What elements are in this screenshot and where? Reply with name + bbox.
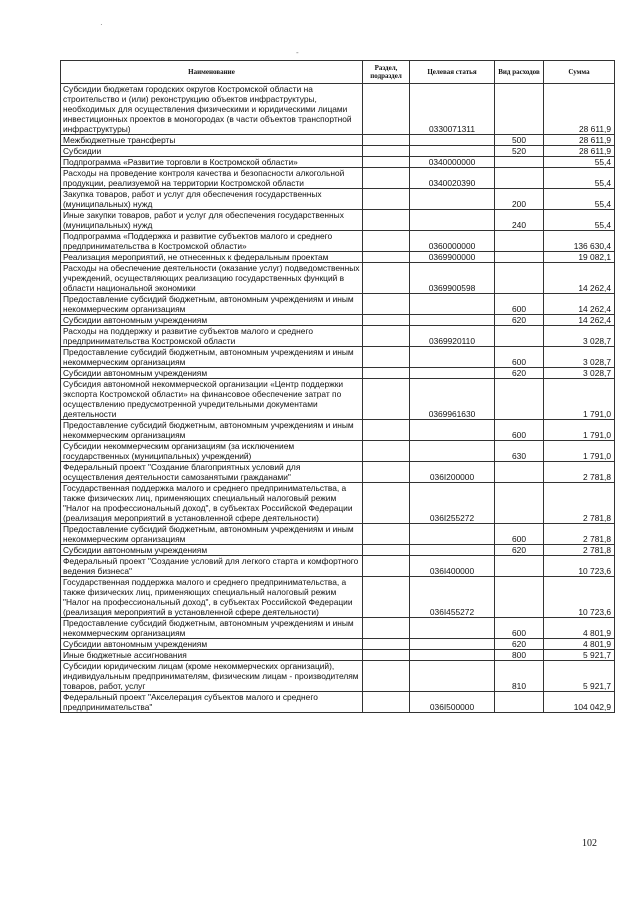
row-section-cell [363, 556, 410, 577]
row-name-cell: Расходы на поддержку и развитие субъектов малого и среднего предпринимательства Костромской области [61, 326, 363, 347]
row-expense-type-cell: 810 [495, 661, 544, 692]
row-target-code-cell: 036I455272 [410, 577, 495, 618]
row-target-code-cell [410, 347, 495, 368]
row-name-cell: Субсидии автономным учреждениям [61, 368, 363, 379]
row-name-cell: Государственная поддержка малого и среднего предпринимательства, а также физических лиц, применяющих специальный налоговый режим "Налог на профессиональный доход", в субъектах Российской Федерации (реализация мероприятий в установленной сфере деятельности) [61, 483, 363, 524]
table-body [61, 84, 615, 713]
row-target-code-cell [410, 618, 495, 639]
table-row [61, 135, 615, 146]
row-target-code-cell [410, 146, 495, 157]
row-name-cell: Субсидии автономным учреждениям [61, 545, 363, 556]
header-sum: Сумма [544, 61, 615, 84]
row-section-cell [363, 661, 410, 692]
header-target: Целевая статья [410, 61, 495, 84]
table-row [61, 252, 615, 263]
row-sum-cell: 1 791,0 [544, 420, 615, 441]
row-expense-type-cell [495, 231, 544, 252]
row-sum-cell: 14 262,4 [544, 263, 615, 294]
row-expense-type-cell: 600 [495, 618, 544, 639]
row-expense-type-cell [495, 577, 544, 618]
row-expense-type-cell: 600 [495, 420, 544, 441]
row-name-cell: Субсидии юридическим лицам (кроме некоммерческих организаций), индивидуальным предпринимателям, физическим лицам - производителям товаров, работ, услуг [61, 661, 363, 692]
row-section-cell [363, 231, 410, 252]
table-row [61, 692, 615, 713]
row-sum-cell: 5 921,7 [544, 650, 615, 661]
row-expense-type-cell [495, 462, 544, 483]
row-sum-cell: 2 781,8 [544, 524, 615, 545]
row-expense-type-cell: 620 [495, 639, 544, 650]
table-row [61, 650, 615, 661]
scan-mark: · [100, 20, 103, 29]
row-expense-type-cell: 630 [495, 441, 544, 462]
row-sum-cell: 1 791,0 [544, 441, 615, 462]
table-row [61, 347, 615, 368]
row-sum-cell: 55,4 [544, 157, 615, 168]
row-section-cell [363, 692, 410, 713]
row-name-cell: Расходы на обеспечение деятельности (оказание услуг) подведомственных учреждений, осуществляющих реализацию государственных функций в области национальной экономики [61, 263, 363, 294]
row-sum-cell: 5 921,7 [544, 661, 615, 692]
row-target-code-cell: 0360000000 [410, 231, 495, 252]
row-name-cell: Иные бюджетные ассигнования [61, 650, 363, 661]
row-name-cell: Закупка товаров, работ и услуг для обеспечения государственных (муниципальных) нужд [61, 189, 363, 210]
row-expense-type-cell: 500 [495, 135, 544, 146]
row-sum-cell: 14 262,4 [544, 315, 615, 326]
row-section-cell [363, 146, 410, 157]
row-target-code-cell [410, 650, 495, 661]
row-expense-type-cell: 520 [495, 146, 544, 157]
row-sum-cell: 3 028,7 [544, 326, 615, 347]
row-target-code-cell [410, 441, 495, 462]
budget-table [60, 60, 615, 713]
row-target-code-cell: 0369961630 [410, 379, 495, 420]
row-sum-cell: 1 791,0 [544, 379, 615, 420]
table-header-row [61, 61, 615, 84]
table-row [61, 189, 615, 210]
header-vid: Вид расходов [495, 61, 544, 84]
row-section-cell [363, 650, 410, 661]
table-row [61, 157, 615, 168]
row-section-cell [363, 263, 410, 294]
row-expense-type-cell [495, 483, 544, 524]
row-sum-cell: 10 723,6 [544, 556, 615, 577]
table-row [61, 618, 615, 639]
row-name-cell: Государственная поддержка малого и среднего предпринимательства, а также физических лиц, применяющих специальный налоговый режим "Налог на профессиональный доход", в субъектах Российской Федерации (реализация мероприятий в установленной сфере деятельности) [61, 577, 363, 618]
row-section-cell [363, 577, 410, 618]
row-target-code-cell: 0340000000 [410, 157, 495, 168]
row-target-code-cell: 036I255272 [410, 483, 495, 524]
row-target-code-cell [410, 524, 495, 545]
row-sum-cell: 4 801,9 [544, 618, 615, 639]
row-section-cell [363, 294, 410, 315]
row-name-cell: Реализация мероприятий, не отнесенных к федеральным проектам [61, 252, 363, 263]
row-section-cell [363, 462, 410, 483]
row-section-cell [363, 315, 410, 326]
row-expense-type-cell: 620 [495, 368, 544, 379]
row-expense-type-cell: 600 [495, 294, 544, 315]
table-row [61, 524, 615, 545]
row-expense-type-cell [495, 379, 544, 420]
row-name-cell: Предоставление субсидий бюджетным, автономным учреждениям и иным некоммерческим организациям [61, 524, 363, 545]
row-name-cell: Федеральный проект "Создание благоприятных условий для осуществления деятельности самозанятыми гражданами" [61, 462, 363, 483]
row-name-cell: Подпрограмма «Развитие торговли в Костромской области» [61, 157, 363, 168]
row-name-cell: Субсидия автономной некоммерческой организации «Центр поддержки экспорта Костромской области» на финансовое обеспечение затрат по осуществлению предусмотренной учредительными документами деятельности [61, 379, 363, 420]
row-target-code-cell: 0330071311 [410, 84, 495, 135]
row-sum-cell: 28 611,9 [544, 146, 615, 157]
row-section-cell [363, 618, 410, 639]
row-sum-cell: 2 781,8 [544, 545, 615, 556]
header-section: Раздел, подраздел [363, 61, 410, 84]
row-sum-cell: 19 082,1 [544, 252, 615, 263]
row-name-cell: Субсидии автономным учреждениям [61, 315, 363, 326]
row-sum-cell: 4 801,9 [544, 639, 615, 650]
table-row [61, 84, 615, 135]
row-target-code-cell [410, 135, 495, 146]
row-expense-type-cell: 800 [495, 650, 544, 661]
row-name-cell: Предоставление субсидий бюджетным, автономным учреждениям и иным некоммерческим организациям [61, 294, 363, 315]
row-expense-type-cell [495, 252, 544, 263]
table-row [61, 483, 615, 524]
page-number: 102 [582, 838, 597, 849]
row-target-code-cell: 0340020390 [410, 168, 495, 189]
row-expense-type-cell: 200 [495, 189, 544, 210]
row-sum-cell: 104 042,9 [544, 692, 615, 713]
row-name-cell: Федеральный проект "Акселерация субъектов малого и среднего предпринимательства" [61, 692, 363, 713]
row-target-code-cell [410, 639, 495, 650]
row-name-cell: Федеральный проект "Создание условий для легкого старта и комфортного ведения бизнеса" [61, 556, 363, 577]
row-section-cell [363, 545, 410, 556]
table-row [61, 639, 615, 650]
table-row [61, 556, 615, 577]
row-name-cell: Субсидии бюджетам городских округов Костромской области на строительство и (или) реконструкцию объектов инфраструктуры, необходимых для осуществления физическими и юридическими лицами инвестиционных проектов в моногородах (в части объектов транспортной инфраструктуры) [61, 84, 363, 135]
row-section-cell [363, 252, 410, 263]
table-row [61, 545, 615, 556]
row-section-cell [363, 326, 410, 347]
row-expense-type-cell: 620 [495, 545, 544, 556]
row-section-cell [363, 84, 410, 135]
row-target-code-cell [410, 294, 495, 315]
row-name-cell: Предоставление субсидий бюджетным, автономным учреждениям и иным некоммерческим организациям [61, 420, 363, 441]
row-target-code-cell [410, 315, 495, 326]
row-section-cell [363, 524, 410, 545]
table-row [61, 210, 615, 231]
row-target-code-cell [410, 545, 495, 556]
row-section-cell [363, 189, 410, 210]
row-sum-cell: 136 630,4 [544, 231, 615, 252]
table-row [61, 294, 615, 315]
row-name-cell: Субсидии [61, 146, 363, 157]
row-sum-cell: 10 723,6 [544, 577, 615, 618]
row-sum-cell: 28 611,9 [544, 84, 615, 135]
row-sum-cell: 55,4 [544, 168, 615, 189]
table-row [61, 441, 615, 462]
row-name-cell: Подпрограмма «Поддержка и развитие субъектов малого и среднего предпринимательства в Костромской области» [61, 231, 363, 252]
row-section-cell [363, 420, 410, 441]
row-name-cell: Субсидии автономным учреждениям [61, 639, 363, 650]
row-section-cell [363, 157, 410, 168]
row-target-code-cell [410, 189, 495, 210]
row-expense-type-cell: 620 [495, 315, 544, 326]
row-name-cell: Расходы на проведение контроля качества и безопасности алкогольной продукции, реализуемой на территории Костромской области [61, 168, 363, 189]
row-section-cell [363, 135, 410, 146]
header-name: Наименование [61, 61, 363, 84]
row-expense-type-cell: 240 [495, 210, 544, 231]
row-target-code-cell: 0369900000 [410, 252, 495, 263]
row-target-code-cell: 0369900598 [410, 263, 495, 294]
table-row [61, 263, 615, 294]
table-row [61, 368, 615, 379]
row-section-cell [363, 483, 410, 524]
table-row [61, 168, 615, 189]
row-section-cell [363, 379, 410, 420]
row-section-cell [363, 347, 410, 368]
table-row [61, 577, 615, 618]
table-row [61, 146, 615, 157]
row-expense-type-cell [495, 692, 544, 713]
row-sum-cell: 2 781,8 [544, 483, 615, 524]
row-expense-type-cell [495, 157, 544, 168]
row-expense-type-cell [495, 326, 544, 347]
row-name-cell: Субсидии некоммерческим организациям (за исключением государственных (муниципальных) учреждений) [61, 441, 363, 462]
table-row [61, 420, 615, 441]
row-sum-cell: 55,4 [544, 189, 615, 210]
table-row [61, 315, 615, 326]
table-row [61, 661, 615, 692]
row-name-cell: Предоставление субсидий бюджетным, автономным учреждениям и иным некоммерческим организациям [61, 347, 363, 368]
row-expense-type-cell [495, 556, 544, 577]
row-sum-cell: 3 028,7 [544, 368, 615, 379]
row-target-code-cell: 036I500000 [410, 692, 495, 713]
row-section-cell [363, 168, 410, 189]
row-section-cell [363, 210, 410, 231]
table-row [61, 326, 615, 347]
row-target-code-cell: 0369920110 [410, 326, 495, 347]
row-expense-type-cell: 600 [495, 524, 544, 545]
row-target-code-cell [410, 368, 495, 379]
row-sum-cell: 2 781,8 [544, 462, 615, 483]
row-sum-cell: 14 262,4 [544, 294, 615, 315]
row-section-cell [363, 368, 410, 379]
table-row [61, 462, 615, 483]
row-sum-cell: 3 028,7 [544, 347, 615, 368]
row-expense-type-cell [495, 168, 544, 189]
row-sum-cell: 28 611,9 [544, 135, 615, 146]
row-target-code-cell: 036I400000 [410, 556, 495, 577]
row-target-code-cell [410, 661, 495, 692]
table-row [61, 379, 615, 420]
row-name-cell: Иные закупки товаров, работ и услуг для обеспечения государственных (муниципальных) нужд [61, 210, 363, 231]
table-row [61, 231, 615, 252]
row-name-cell: Предоставление субсидий бюджетным, автономным учреждениям и иным некоммерческим организациям [61, 618, 363, 639]
row-expense-type-cell: 600 [495, 347, 544, 368]
row-expense-type-cell [495, 263, 544, 294]
scan-mark: - [296, 48, 299, 57]
row-section-cell [363, 639, 410, 650]
row-sum-cell: 55,4 [544, 210, 615, 231]
row-target-code-cell: 036I200000 [410, 462, 495, 483]
row-section-cell [363, 441, 410, 462]
row-name-cell: Межбюджетные трансферты [61, 135, 363, 146]
row-target-code-cell [410, 420, 495, 441]
row-expense-type-cell [495, 84, 544, 135]
row-target-code-cell [410, 210, 495, 231]
